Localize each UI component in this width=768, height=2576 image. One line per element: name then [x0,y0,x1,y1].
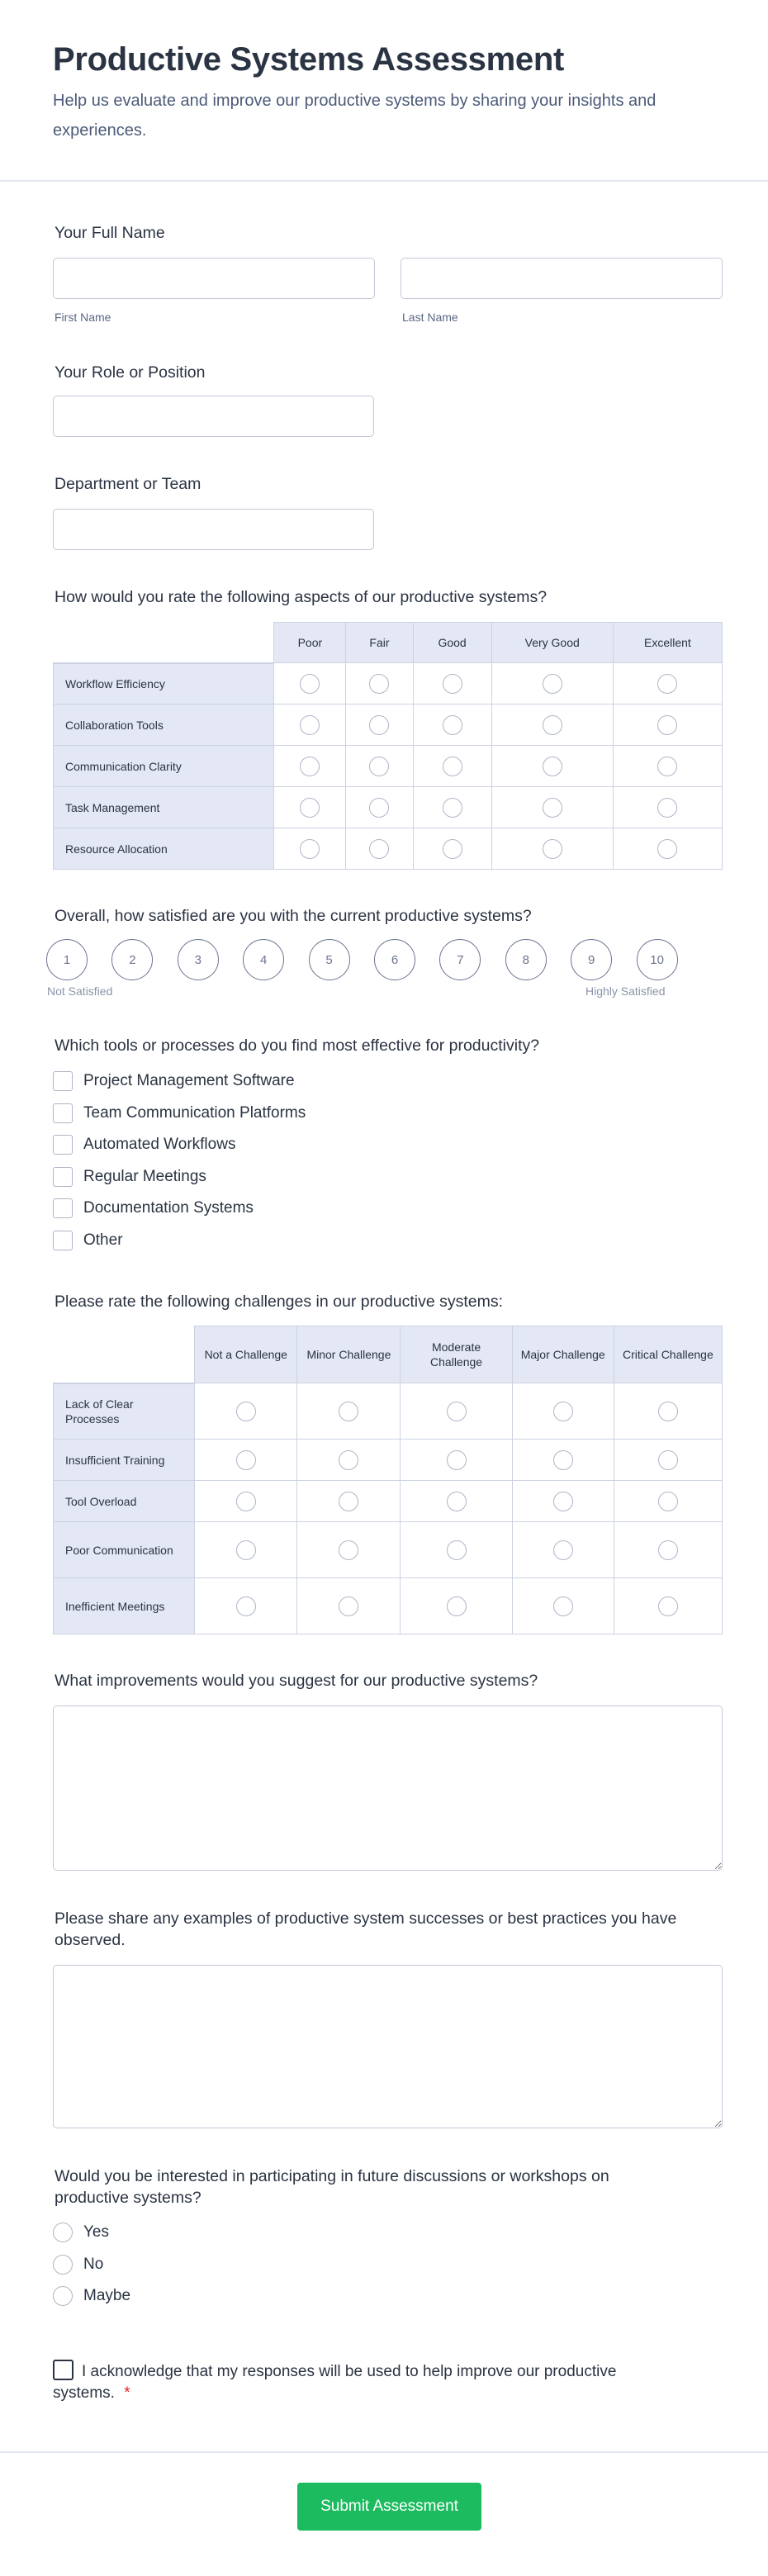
role-label: Your Role or Position [55,363,206,382]
scale-min-label: Not Satisfied [47,984,113,998]
grid-cell [492,828,614,870]
tool-option-label: Project Management Software [83,1072,295,1089]
grid-cell [492,787,614,828]
tool-checkbox[interactable] [53,1103,73,1123]
column-header: Fair [346,622,413,663]
scale-max-label: Highly Satisfied [585,984,666,998]
full-name-label: Your Full Name [55,224,165,242]
tool-checkbox[interactable] [53,1198,73,1218]
radio-button[interactable] [236,1450,256,1470]
scale-option-4[interactable]: 4 [243,939,284,980]
radio-button[interactable] [657,757,677,776]
table-row [53,746,723,787]
grid-cell [195,1578,297,1634]
table-row [53,1481,723,1522]
radio-button[interactable] [236,1540,256,1560]
grid-cell [274,746,346,787]
radio-button[interactable] [657,715,677,735]
grid-cell [513,1578,614,1634]
radio-button[interactable] [543,757,562,776]
column-header: Moderate Challenge [401,1326,512,1383]
grid-cell [414,828,492,870]
tool-option-label: Other [83,1231,123,1249]
radio-button[interactable] [443,839,462,859]
radio-button[interactable] [339,1492,358,1511]
tool-checkbox[interactable] [53,1135,73,1155]
department-input[interactable] [53,509,374,550]
grid-cell [614,787,723,828]
table-row [53,787,723,828]
grid-cell [614,704,723,746]
radio-button[interactable] [369,757,389,776]
grid-cell [297,1440,401,1481]
grid-cell [614,828,723,870]
grid-cell [513,1522,614,1578]
radio-button[interactable] [300,674,320,694]
interest-radio[interactable] [53,2286,73,2306]
radio-button[interactable] [543,715,562,735]
row-label: Lack of Clear Processes [53,1383,195,1440]
grid-cell [614,663,723,704]
radio-button[interactable] [447,1596,467,1616]
interest-option-label: No [83,2255,104,2273]
row-label: Communication Clarity [53,746,274,787]
grid-cell [401,1440,512,1481]
grid-cell [297,1522,401,1578]
row-label: Tool Overload [53,1481,195,1522]
grid-cell [346,787,413,828]
radio-button[interactable] [339,1596,358,1616]
interest-option-label: Maybe [83,2287,131,2304]
radio-button[interactable] [443,674,462,694]
radio-button[interactable] [553,1540,573,1560]
grid-cell [346,663,413,704]
scale-option-9[interactable]: 9 [571,939,612,980]
aspects-rating-grid [53,622,723,870]
radio-button[interactable] [543,798,562,818]
page-subtitle: Help us evaluate and improve our productive systems by sharing your insights and experiences. [53,92,657,140]
radio-button[interactable] [443,798,462,818]
grid-cell [195,1383,297,1440]
column-header: Excellent [614,622,723,663]
page-title: Productive Systems Assessment [53,41,564,78]
grid-cell [414,787,492,828]
grid-cell [492,704,614,746]
radio-button[interactable] [658,1596,678,1616]
grid-cell [346,704,413,746]
required-asterisk: * [124,2384,130,2402]
radio-button[interactable] [447,1492,467,1511]
grid-cell [195,1522,297,1578]
tool-checkbox[interactable] [53,1231,73,1250]
grid-cell [414,704,492,746]
acknowledge-label: I acknowledge that my responses will be used to help improve our productive systems. [53,2363,617,2402]
column-header: Good [414,622,492,663]
radio-button[interactable] [300,715,320,735]
scale-option-7[interactable]: 7 [439,939,481,980]
radio-button[interactable] [553,1402,573,1421]
radio-button[interactable] [300,757,320,776]
grid-cell [492,746,614,787]
scale-option-1[interactable]: 1 [46,939,88,980]
grid-cell [195,1481,297,1522]
grid-cell [513,1440,614,1481]
grid-cell [274,787,346,828]
radio-button[interactable] [447,1540,467,1560]
scale-option-6[interactable]: 6 [374,939,415,980]
department-label: Department or Team [55,475,201,493]
grid-cell [614,1522,723,1578]
radio-button[interactable] [658,1450,678,1470]
footer-divider [0,2451,768,2453]
interest-radio[interactable] [53,2223,73,2242]
grid-cell [274,663,346,704]
radio-button[interactable] [443,757,462,776]
radio-button[interactable] [369,715,389,735]
interest-option-label: Yes [83,2223,109,2241]
radio-button[interactable] [658,1492,678,1511]
table-row [53,1383,723,1440]
grid-cell [401,1383,512,1440]
row-label: Task Management [53,787,274,828]
radio-button[interactable] [369,839,389,859]
challenges-question: Please rate the following challenges in our productive systems: [55,1293,504,1311]
grid-header-row [53,622,723,663]
first-name-input[interactable] [53,258,375,299]
grid-cell [297,1383,401,1440]
radio-button[interactable] [443,715,462,735]
tools-question: Which tools or processes do you find most effective for productivity? [55,1037,540,1055]
row-label: Collaboration Tools [53,704,274,746]
radio-button[interactable] [339,1450,358,1470]
grid-cell [297,1578,401,1634]
aspects-question: How would you rate the following aspects of our productive systems? [55,588,548,606]
examples-textarea[interactable] [53,1965,723,2128]
radio-button[interactable] [236,1402,256,1421]
radio-button[interactable] [658,1402,678,1421]
radio-button[interactable] [369,674,389,694]
tool-option-label: Team Communication Platforms [83,1103,306,1122]
grid-cell [614,746,723,787]
challenges-rating-grid [53,1326,723,1634]
column-header: Very Good [492,622,614,663]
column-header: Not a Challenge [195,1326,297,1383]
interest-radio[interactable] [53,2255,73,2275]
radio-button[interactable] [300,839,320,859]
radio-button[interactable] [658,1540,678,1560]
last-name-sublabel: Last Name [402,311,458,324]
acknowledge-row [53,2360,631,2404]
grid-cell [614,1440,723,1481]
table-row [53,1578,723,1634]
row-label: Poor Communication [53,1522,195,1578]
header-divider [0,180,768,182]
grid-corner [53,622,274,663]
improvements-question: What improvements would you suggest for our productive systems? [55,1672,538,1690]
radio-button[interactable] [657,674,677,694]
radio-button[interactable] [657,839,677,859]
radio-button[interactable] [447,1450,467,1470]
scale-option-3[interactable]: 3 [178,939,219,980]
radio-button[interactable] [553,1492,573,1511]
radio-button[interactable] [543,839,562,859]
radio-button[interactable] [657,798,677,818]
radio-button[interactable] [236,1492,256,1511]
grid-cell [401,1522,512,1578]
grid-cell [513,1481,614,1522]
grid-cell [274,828,346,870]
tool-checkbox[interactable] [53,1167,73,1187]
submit-button[interactable]: Submit Assessment [297,2483,481,2531]
grid-cell [414,746,492,787]
examples-question: Please share any examples of productive system successes or best practices you have observed. [55,1909,677,1949]
table-row [53,1440,723,1481]
tool-option-label: Documentation Systems [83,1199,254,1217]
radio-button[interactable] [553,1596,573,1616]
grid-cell [401,1578,512,1634]
column-header: Poor [274,622,346,663]
interest-question: Would you be interested in participating in future discussions or workshops on productive systems? [55,2167,609,2207]
radio-button[interactable] [553,1450,573,1470]
scale-option-8[interactable]: 8 [505,939,547,980]
grid-header-row [53,1326,723,1383]
grid-cell [492,663,614,704]
grid-cell [614,1481,723,1522]
scale-option-2[interactable]: 2 [111,939,153,980]
grid-cell [614,1383,723,1440]
column-header: Critical Challenge [614,1326,723,1383]
grid-corner [53,1326,195,1383]
radio-button[interactable] [543,674,562,694]
radio-button[interactable] [339,1540,358,1560]
table-row [53,1522,723,1578]
grid-cell [513,1383,614,1440]
role-input[interactable] [53,396,374,437]
row-label: Inefficient Meetings [53,1578,195,1634]
improvements-textarea[interactable] [53,1705,723,1871]
scale-option-10[interactable]: 10 [637,939,678,980]
table-row [53,704,723,746]
grid-cell [614,1578,723,1634]
satisfaction-question: Overall, how satisfied are you with the current productive systems? [55,907,532,925]
radio-button[interactable] [236,1596,256,1616]
radio-button[interactable] [339,1402,358,1421]
first-name-sublabel: First Name [55,311,111,324]
tool-option-label: Regular Meetings [83,1167,206,1185]
row-label: Workflow Efficiency [53,663,274,704]
grid-cell [401,1481,512,1522]
acknowledge-checkbox[interactable] [53,2360,73,2380]
tool-option-label: Automated Workflows [83,1136,236,1153]
grid-cell [297,1481,401,1522]
last-name-input[interactable] [401,258,723,299]
row-label: Insufficient Training [53,1440,195,1481]
radio-button[interactable] [447,1402,467,1421]
grid-cell [346,746,413,787]
grid-cell [195,1440,297,1481]
grid-cell [346,828,413,870]
scale-option-5[interactable]: 5 [309,939,350,980]
grid-cell [274,704,346,746]
row-label: Resource Allocation [53,828,274,870]
column-header: Major Challenge [513,1326,614,1383]
grid-cell [414,663,492,704]
table-row [53,828,723,870]
table-row [53,663,723,704]
radio-button[interactable] [300,798,320,818]
tool-checkbox[interactable] [53,1071,73,1091]
radio-button[interactable] [369,798,389,818]
column-header: Minor Challenge [297,1326,401,1383]
